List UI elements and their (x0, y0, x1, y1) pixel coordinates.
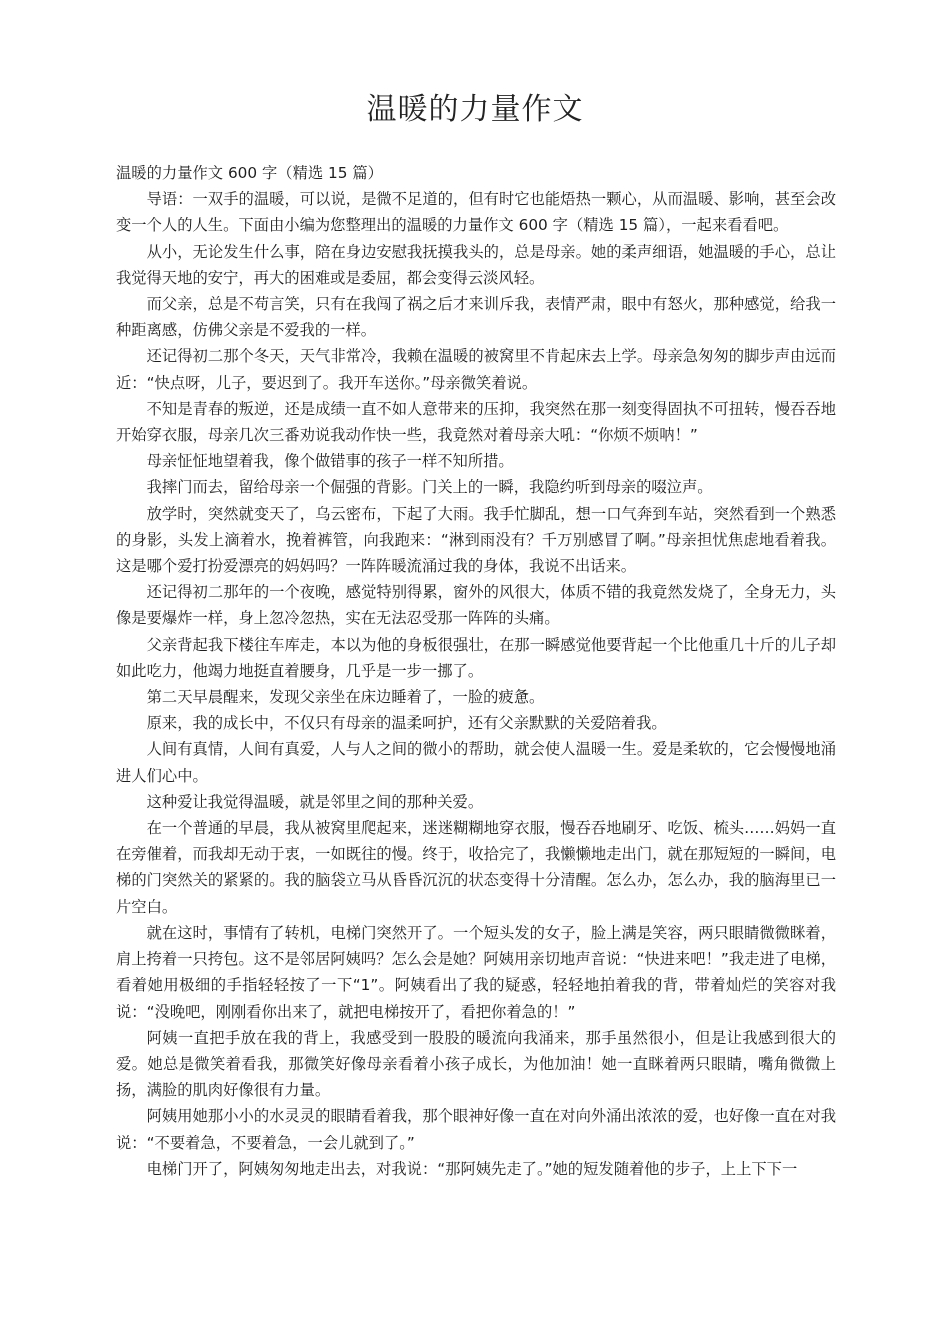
paragraph: 母亲怔怔地望着我，像个做错事的孩子一样不知所措。 (146, 452, 514, 471)
paragraph: 还记得初二那个冬天，天气非常冷，我赖在温暖的被窝里不肯起床去上学。母亲急匆匆的脚步声由远而近：“快点呀，儿子，要迟到了。我开车送你。”母亲微笑着说。 (116, 347, 836, 392)
paragraph: 放学时，突然就变天了，乌云密布，下起了大雨。我手忙脚乱，想一口气奔到车站，突然看到一个熟悉的身影，头发上滴着水，挽着裤管，向我跑来：“淋到雨没有？千万别感冒了啊。”母亲担忧焦虑地看着我。这是哪个爱打扮爱漂亮的妈妈吗？一阵阵暖流涌过我的身体，我说不出话来。 (116, 504, 836, 576)
paragraph: 电梯门开了，阿姨匆匆地走出去，对我说：“那阿姨先走了。”她的短发随着他的步子，上上下下一 (146, 1159, 798, 1178)
paragraph: 在一个普通的早晨，我从被窝里爬起来，迷迷糊糊地穿衣服，慢吞吞地刷牙、吃饭、梳头……妈妈一直在旁催着，而我却无动于衷，一如既往的慢。终于，收拾完了，我懒懒地走出门，就在那短短的一瞬间，电梯的门突然关的紧紧的。我的脑袋立马从昏昏沉沉的状态变得十分清醒。怎么办，怎么办，我的脑海里已一片空白。 (116, 819, 836, 916)
paragraph: 我摔门而去，留给母亲一个倔强的背影。门关上的一瞬，我隐约听到母亲的啜泣声。 (146, 478, 713, 497)
paragraph-intro: 导语：一双手的温暖，可以说，是微不足道的，但有时它也能焐热一颗心，从而温暖、影响，甚至会改变一个人的人生。下面由小编为您整理出的温暖的力量作文 600 字（精选 15 篇），一起来看看吧。 (116, 190, 836, 235)
paragraph: 第二天早晨醒来，发现父亲坐在床边睡着了，一脸的疲惫。 (146, 688, 545, 707)
paragraph: 从小，无论发生什么事，陪在身边安慰我抚摸我头的，总是母亲。她的柔声细语，她温暖的手心，总让我觉得天地的安宁，再大的困难或是委屈，都会变得云淡风轻。 (116, 242, 836, 287)
paragraph: 还记得初二那年的一个夜晚，感觉特别得累，窗外的风很大，体质不错的我竟然发烧了，全身无力，头像是要爆炸一样，身上忽冷忽热，实在无法忍受那一阵阵的头痛。 (116, 583, 836, 628)
paragraph: 不知是青春的叛逆，还是成绩一直不如人意带来的压抑，我突然在那一刻变得固执不可扭转，慢吞吞地开始穿衣服，母亲几次三番劝说我动作快一些，我竟然对着母亲大吼：“你烦不烦呐！” (116, 399, 836, 445)
paragraph: 父亲背起我下楼往车库走，本以为他的身板很强壮，在那一瞬感觉他要背起一个比他重几十斤的儿子却如此吃力，他竭力地挺直着腰身，几乎是一步一挪了。 (116, 635, 836, 680)
paragraph: 原来，我的成长中，不仅只有母亲的温柔呵护，还有父亲默默的关爱陪着我。 (146, 714, 667, 733)
paragraph: 这种爱让我觉得温暖，就是邻里之间的那种关爱。 (146, 792, 484, 811)
paragraph: 阿姨用她那小小的水灵灵的眼睛看着我，那个眼神好像一直在对向外涌出浓浓的爱，也好像一直在对我说：“不要着急，不要着急，一会儿就到了。” (116, 1107, 836, 1152)
paragraph: 阿姨一直把手放在我的背上，我感受到一股股的暖流向我涌来，那手虽然很小，但是让我感到很大的爱。她总是微笑着看我，那微笑好像母亲看着小孩子成长，为他加油！她一直眯着两只眼睛，嘴角微微上扬，满脸的肌肉好像很有力量。 (116, 1028, 836, 1100)
paragraph: 而父亲，总是不苟言笑，只有在我闯了祸之后才来训斥我，表情严肃，眼中有怒火，那种感觉，给我一种距离感，仿佛父亲是不爱我的一样。 (116, 295, 836, 340)
document-title: 温暖的力量作文 (366, 92, 584, 127)
document-body (116, 160, 836, 1182)
document-subtitle: 温暖的力量作文 600 字（精选 15 篇） (116, 164, 383, 182)
paragraph: 人间有真情，人间有真爱，人与人之间的微小的帮助，就会使人温暖一生。爱是柔软的，它会慢慢地涌进人们心中。 (116, 740, 836, 785)
paragraph: 就在这时，事情有了转机，电梯门突然开了。一个短头发的女子，脸上满是笑容，两只眼睛微微眯着，肩上挎着一只挎包。这不是邻居阿姨吗？怎么会是她？阿姨用亲切地声音说：“快进来吧！”我走进了电梯，看着她用极细的手指轻轻按了一下“1”。阿姨看出了我的疑惑，轻轻地拍着我的背，带着灿烂的笑容对我说：“没晚吧，刚刚看你出来了，就把电梯按开了，看把你着急的！” (116, 923, 836, 1021)
